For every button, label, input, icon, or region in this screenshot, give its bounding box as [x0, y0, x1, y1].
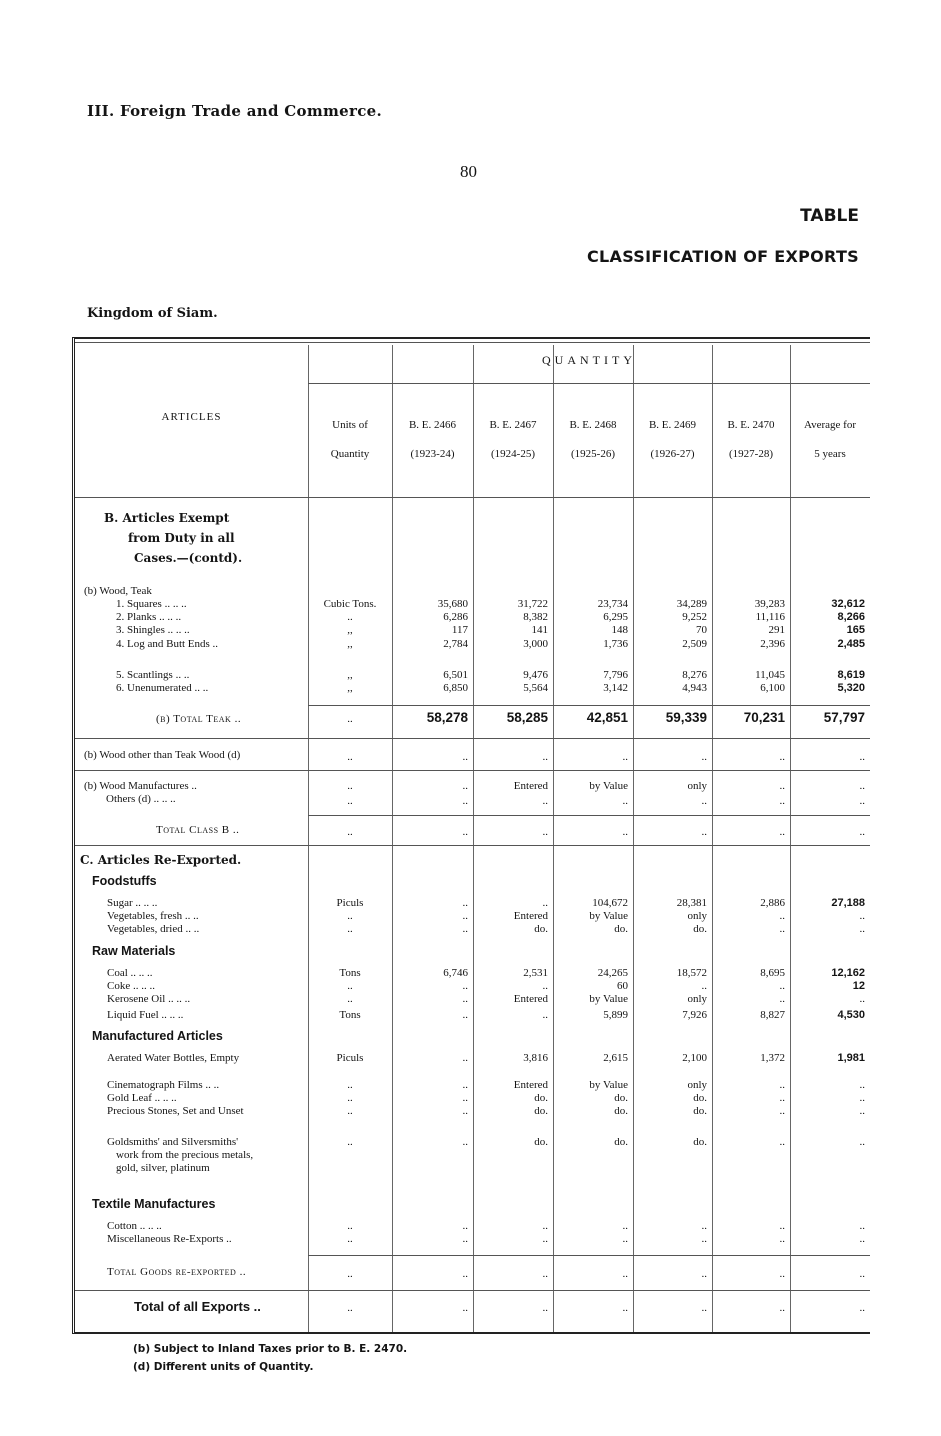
- food-row-value: ..: [779, 910, 785, 922]
- manuf-row-value: only: [687, 1079, 707, 1091]
- others-value: ..: [859, 795, 865, 807]
- teak-row-value: 39,283: [754, 598, 785, 610]
- total-goods-value: ..: [779, 1268, 785, 1280]
- total-class-b-value: ..: [462, 826, 468, 838]
- teak-row-unit: ,,: [347, 638, 353, 650]
- wood-manuf-value: ..: [462, 780, 468, 792]
- manuf-row-label: Aerated Water Bottles, Empty: [107, 1052, 240, 1064]
- total-all-value: ..: [347, 1302, 353, 1314]
- total-teak-value: 59,339: [665, 710, 707, 725]
- manuf-row-value: do.: [614, 1105, 628, 1117]
- food-row-value: only: [687, 910, 707, 922]
- teak-row-value: 2,784: [443, 638, 468, 650]
- textile-row-value: ..: [701, 1233, 707, 1245]
- teak-row-value: 9,252: [682, 611, 707, 623]
- others-value: ..: [462, 795, 468, 807]
- teak-row-value: 6,100: [760, 682, 785, 694]
- total-all-rule: [75, 1290, 870, 1291]
- wood-manuf-value: ..: [347, 780, 353, 792]
- teak-row-label: 1. Squares .. .. ..: [116, 598, 187, 610]
- others-value: ..: [347, 795, 353, 807]
- raw-row-value: ..: [701, 980, 707, 992]
- manuf-row-value: ..: [462, 1079, 468, 1091]
- raw-row-value: ..: [462, 980, 468, 992]
- total-all-value: ..: [859, 1302, 865, 1314]
- teak-row-value: 35,680: [437, 598, 468, 610]
- food-row-value: Entered: [513, 910, 548, 922]
- food-row-value: 27,188: [831, 897, 865, 909]
- food-row-value: ..: [462, 897, 468, 909]
- textile-row-value: ..: [859, 1220, 865, 1232]
- raw-materials-heading: Raw Materials: [92, 944, 176, 958]
- total-class-b-value: ..: [701, 826, 707, 838]
- raw-row-value: 18,572: [676, 967, 707, 979]
- textile-row-value: ..: [779, 1233, 785, 1245]
- teak-row-unit: Cubic Tons.: [323, 598, 377, 610]
- class-b-rule: [308, 815, 870, 816]
- textile-row-value: ..: [701, 1220, 707, 1232]
- total-all-value: ..: [622, 1302, 628, 1314]
- teak-row-value: 2,396: [760, 638, 785, 650]
- goldsmiths-label: Goldsmiths' and Silversmiths': [107, 1136, 239, 1148]
- raw-row-value: Tons: [339, 1009, 361, 1021]
- teak-section-rule: [75, 738, 870, 739]
- manuf-row-value: do.: [534, 1092, 548, 1104]
- teak-row-value: 5,564: [523, 682, 548, 694]
- year-heading-be: B. E. 2470: [727, 419, 775, 431]
- food-row-value: 2,886: [760, 897, 785, 909]
- wood-other-label: (b) Wood other than Teak Wood (d): [84, 749, 241, 761]
- food-row-value: Piculs: [336, 897, 364, 909]
- teak-row-value: 70: [696, 624, 707, 636]
- manuf-row-value: Piculs: [336, 1052, 364, 1064]
- textile-row-value: ..: [347, 1220, 353, 1232]
- manuf-row-value: 2,615: [603, 1052, 628, 1064]
- teak-row-value: 3,000: [523, 638, 548, 650]
- goldsmiths-value: ..: [462, 1136, 468, 1148]
- table-label: TABLE: [800, 206, 859, 226]
- total-class-b-value: ..: [542, 826, 548, 838]
- manuf-row-value: ..: [462, 1052, 468, 1064]
- textile-row-label: Cotton .. .. ..: [107, 1220, 162, 1232]
- teak-row-unit: ,,: [347, 669, 353, 681]
- section-c-title: C. Articles Re-Exported.: [80, 853, 242, 867]
- divider-2470: [790, 345, 791, 1332]
- raw-row-value: ..: [779, 980, 785, 992]
- raw-row-value: by Value: [589, 993, 628, 1005]
- food-row-label: Vegetables, dried .. ..: [107, 923, 200, 935]
- teak-row-value: 11,116: [755, 611, 785, 623]
- total-class-b-value: ..: [622, 826, 628, 838]
- manuf-row-value: 1,372: [760, 1052, 785, 1064]
- manuf-row-value: ..: [347, 1105, 353, 1117]
- raw-row-value: ..: [462, 993, 468, 1005]
- divider-articles: [308, 345, 309, 1332]
- teak-row-label: 5. Scantlings .. ..: [116, 669, 190, 681]
- raw-row-value: ..: [462, 1009, 468, 1021]
- total-all-value: ..: [542, 1302, 548, 1314]
- units-heading-1: Units of: [332, 419, 368, 431]
- total-all-label: Total of all Exports ..: [134, 1299, 261, 1314]
- average-heading-1: Average for: [803, 419, 856, 431]
- divider-2469: [712, 345, 713, 1332]
- manuf-row-label: Precious Stones, Set and Unset: [107, 1105, 244, 1117]
- others-label: Others (d) .. .. ..: [106, 793, 176, 805]
- year-heading-ad: (1927-28): [729, 448, 773, 460]
- articles-heading: ARTICLES: [161, 411, 222, 423]
- textile-row-value: ..: [779, 1220, 785, 1232]
- wood-other-value: ..: [701, 751, 707, 763]
- manuf-row-value: ..: [347, 1079, 353, 1091]
- manuf-row-value: 2,100: [682, 1052, 707, 1064]
- total-goods-value: ..: [347, 1268, 353, 1280]
- raw-row-value: only: [687, 993, 707, 1005]
- teak-row-value: 6,295: [603, 611, 628, 623]
- section-title: III. Foreign Trade and Commerce.: [87, 102, 383, 120]
- food-row-value: ..: [779, 923, 785, 935]
- total-teak-value: 70,231: [743, 710, 785, 725]
- textile-row-value: ..: [859, 1233, 865, 1245]
- year-heading-ad: (1925-26): [571, 448, 615, 460]
- teak-row-value: 148: [611, 624, 628, 636]
- teak-row-label: 2. Planks .. .. ..: [116, 611, 182, 623]
- wood-other-value: ..: [622, 751, 628, 763]
- year-heading-ad: (1924-25): [491, 448, 535, 460]
- wood-other-value: ..: [779, 751, 785, 763]
- others-value: ..: [779, 795, 785, 807]
- raw-row-value: Tons: [339, 967, 361, 979]
- food-row-value: ..: [347, 923, 353, 935]
- food-row-label: Vegetables, fresh .. ..: [107, 910, 199, 922]
- food-row-value: by Value: [589, 910, 628, 922]
- manuf-row-value: ..: [859, 1079, 865, 1091]
- teak-row-value: 9,476: [523, 669, 548, 681]
- total-goods-value: ..: [859, 1268, 865, 1280]
- total-class-b-label: Total Class B ..: [156, 824, 240, 836]
- manuf-row-label: Gold Leaf .. .. ..: [107, 1092, 177, 1104]
- total-teak-value: 58,285: [506, 710, 548, 725]
- teak-row-label: 3. Shingles .. .. ..: [116, 624, 190, 636]
- textile-row-value: ..: [542, 1220, 548, 1232]
- units-heading-2: Quantity: [330, 448, 370, 460]
- wood-manuf-value: by Value: [589, 780, 628, 792]
- teak-row-value: 23,734: [597, 598, 628, 610]
- total-teak-value: 58,278: [426, 710, 468, 725]
- total-goods-value: ..: [462, 1268, 468, 1280]
- teak-row-value: 11,045: [755, 669, 785, 681]
- teak-row-value: 6,501: [443, 669, 468, 681]
- total-goods-value: ..: [622, 1268, 628, 1280]
- raw-row-value: 5,899: [603, 1009, 628, 1021]
- textile-row-value: ..: [622, 1233, 628, 1245]
- teak-row-value: 117: [451, 624, 468, 636]
- food-row-value: 28,381: [676, 897, 707, 909]
- wood-other-value: ..: [542, 751, 548, 763]
- raw-row-value: 24,265: [597, 967, 628, 979]
- textile-row-value: ..: [622, 1220, 628, 1232]
- wood-manuf-value: Entered: [513, 780, 548, 792]
- quantity-rule: [308, 383, 870, 384]
- food-row-value: do.: [693, 923, 707, 935]
- teak-row-value: 31,722: [517, 598, 548, 610]
- manuf-row-value: Entered: [513, 1079, 548, 1091]
- total-teak-value: 57,797: [823, 710, 865, 725]
- goldsmiths-value: do.: [534, 1136, 548, 1148]
- manuf-row-value: do.: [693, 1092, 707, 1104]
- total-teak-rule: [308, 705, 870, 706]
- section-b-title: Cases.—(contd).: [134, 551, 243, 565]
- total-goods-value: ..: [701, 1268, 707, 1280]
- year-heading-ad: (1923-24): [410, 448, 455, 460]
- teak-row-value: 291: [768, 624, 785, 636]
- quantity-heading: QUANTITY: [542, 353, 636, 367]
- food-row-value: ..: [542, 897, 548, 909]
- textile-row-label: Miscellaneous Re-Exports ..: [107, 1233, 232, 1245]
- goldsmiths-value: do.: [614, 1136, 628, 1148]
- teak-row-value: 141: [531, 624, 548, 636]
- food-row-label: Sugar .. .. ..: [107, 897, 158, 909]
- raw-row-value: ..: [859, 993, 865, 1005]
- raw-row-value: 8,827: [760, 1009, 785, 1021]
- total-all-value: ..: [462, 1302, 468, 1314]
- manuf-row-value: do.: [614, 1092, 628, 1104]
- total-class-b-value: ..: [779, 826, 785, 838]
- raw-row-label: Kerosene Oil .. .. ..: [107, 993, 191, 1005]
- wood-manuf-label: (b) Wood Manufactures ..: [84, 780, 197, 792]
- teak-row-value: 4,943: [682, 682, 707, 694]
- total-goods-value: ..: [542, 1268, 548, 1280]
- teak-row-value: 5,320: [837, 682, 865, 694]
- manuf-row-value: ..: [779, 1092, 785, 1104]
- wood-manuf-value: ..: [859, 780, 865, 792]
- raw-row-value: ..: [542, 1009, 548, 1021]
- raw-row-value: ..: [779, 993, 785, 1005]
- teak-row-value: 8,382: [523, 611, 548, 623]
- food-row-value: ..: [462, 923, 468, 935]
- total-all-value: ..: [779, 1302, 785, 1314]
- divider-2468: [633, 345, 634, 1332]
- year-heading-ad: (1926-27): [650, 448, 695, 460]
- teak-row-value: 8,276: [682, 669, 707, 681]
- manuf-row-value: 3,816: [523, 1052, 548, 1064]
- divider-2467: [553, 345, 554, 1332]
- total-teak-label: (b) Total Teak ..: [156, 713, 242, 725]
- total-all-value: ..: [701, 1302, 707, 1314]
- manuf-row-value: ..: [347, 1092, 353, 1104]
- goldsmiths-value: ..: [347, 1136, 353, 1148]
- raw-row-label: Liquid Fuel .. .. ..: [107, 1009, 184, 1021]
- textile-heading: Textile Manufactures: [92, 1197, 216, 1211]
- manuf-row-value: ..: [859, 1092, 865, 1104]
- manuf-row-label: Cinematograph Films .. ..: [107, 1079, 220, 1091]
- total-goods-rule: [308, 1255, 870, 1256]
- raw-row-label: Coal .. .. ..: [107, 967, 153, 979]
- textile-row-value: ..: [347, 1233, 353, 1245]
- others-value: ..: [622, 795, 628, 807]
- wood-manuf-value: ..: [779, 780, 785, 792]
- manuf-row-value: do.: [693, 1105, 707, 1117]
- total-class-b-value: ..: [859, 826, 865, 838]
- raw-row-value: ..: [542, 980, 548, 992]
- header-rule: [75, 497, 870, 498]
- wood-other-value: ..: [462, 751, 468, 763]
- food-row-value: ..: [462, 910, 468, 922]
- table-rule-top: [75, 342, 870, 343]
- food-row-value: 104,672: [592, 897, 628, 909]
- divider-units: [392, 345, 393, 1332]
- teak-row-value: 2,485: [837, 638, 865, 650]
- teak-row-value: 32,612: [831, 598, 865, 610]
- textile-row-value: ..: [462, 1220, 468, 1232]
- teak-row-value: 8,266: [837, 611, 865, 623]
- wood-other-value: ..: [859, 751, 865, 763]
- year-heading-be: B. E. 2468: [569, 419, 617, 431]
- teak-row-value: 3,142: [603, 682, 628, 694]
- raw-row-value: ..: [347, 993, 353, 1005]
- section-b-title: B. Articles Exempt: [104, 511, 230, 525]
- foodstuffs-heading: Foodstuffs: [92, 874, 157, 888]
- teak-row-value: 34,289: [676, 598, 707, 610]
- footnote-d: (d) Different units of Quantity.: [133, 1361, 314, 1373]
- goldsmiths-value: ..: [859, 1136, 865, 1148]
- manufactured-heading: Manufactured Articles: [92, 1029, 223, 1043]
- teak-row-label: 4. Log and Butt Ends ..: [116, 638, 219, 650]
- raw-row-value: 6,746: [443, 967, 468, 979]
- page-number: 80: [460, 162, 477, 181]
- teak-row-value: 7,796: [603, 669, 628, 681]
- manuf-row-value: ..: [462, 1105, 468, 1117]
- raw-row-value: 7,926: [682, 1009, 707, 1021]
- raw-row-value: 4,530: [837, 1009, 865, 1021]
- food-row-value: do.: [534, 923, 548, 935]
- goldsmiths-label: gold, silver, platinum: [116, 1162, 210, 1174]
- textile-row-value: ..: [462, 1233, 468, 1245]
- year-heading-be: B. E. 2467: [489, 419, 537, 431]
- teak-row-unit: ..: [347, 611, 353, 623]
- food-row-value: do.: [614, 923, 628, 935]
- goldsmiths-value: do.: [693, 1136, 707, 1148]
- raw-row-value: 8,695: [760, 967, 785, 979]
- manuf-row-value: do.: [534, 1105, 548, 1117]
- raw-row-value: 12: [852, 980, 865, 992]
- average-heading-2: 5 years: [814, 448, 846, 460]
- divider-2466: [473, 345, 474, 1332]
- raw-row-value: 12,162: [831, 967, 865, 979]
- teak-row-value: 165: [846, 624, 865, 636]
- total-teak-value: 42,851: [586, 710, 628, 725]
- teak-row-unit: ,,: [347, 682, 353, 694]
- food-row-value: ..: [347, 910, 353, 922]
- wood-other-rule: [75, 770, 870, 771]
- raw-row-value: 2,531: [523, 967, 548, 979]
- raw-row-value: 60: [617, 980, 628, 992]
- food-row-value: ..: [859, 910, 865, 922]
- raw-row-value: Entered: [513, 993, 548, 1005]
- teak-row-value: 1,736: [603, 638, 628, 650]
- others-value: ..: [701, 795, 707, 807]
- manuf-row-value: ..: [779, 1079, 785, 1091]
- teak-row-value: 2,509: [682, 638, 707, 650]
- manuf-row-value: ..: [859, 1105, 865, 1117]
- food-row-value: ..: [859, 923, 865, 935]
- section-c-rule: [75, 845, 870, 846]
- raw-row-label: Coke .. .. ..: [107, 980, 155, 992]
- wood-other-value: ..: [347, 751, 353, 763]
- section-b-title: from Duty in all: [128, 531, 235, 545]
- goldsmiths-label: work from the precious metals,: [116, 1149, 254, 1161]
- total-teak-unit: ..: [347, 713, 353, 725]
- manuf-row-value: ..: [779, 1105, 785, 1117]
- total-goods-label: Total Goods re-exported ..: [107, 1266, 247, 1278]
- total-class-b-value: ..: [347, 826, 353, 838]
- manuf-row-value: 1,981: [837, 1052, 865, 1064]
- others-value: ..: [542, 795, 548, 807]
- goldsmiths-value: ..: [779, 1136, 785, 1148]
- teak-row-value: 6,850: [443, 682, 468, 694]
- wood-manuf-value: only: [687, 780, 707, 792]
- year-heading-be: B. E. 2466: [408, 419, 457, 431]
- manuf-row-value: ..: [462, 1092, 468, 1104]
- manuf-row-value: by Value: [589, 1079, 628, 1091]
- year-heading-be: B. E. 2469: [648, 419, 697, 431]
- raw-row-value: ..: [347, 980, 353, 992]
- teak-row-value: 6,286: [443, 611, 468, 623]
- footnote-b: (b) Subject to Inland Taxes prior to B. E. 2470.: [133, 1343, 408, 1355]
- textile-row-value: ..: [542, 1233, 548, 1245]
- classification-title: CLASSIFICATION OF EXPORTS: [586, 247, 859, 266]
- teak-row-unit: ,,: [347, 624, 353, 636]
- kingdom-label: Kingdom of Siam.: [87, 306, 218, 321]
- teak-row-label: 6. Unenumerated .. ..: [116, 682, 209, 694]
- wood-teak-label: (b) Wood, Teak: [84, 585, 152, 597]
- teak-row-value: 8,619: [837, 669, 865, 681]
